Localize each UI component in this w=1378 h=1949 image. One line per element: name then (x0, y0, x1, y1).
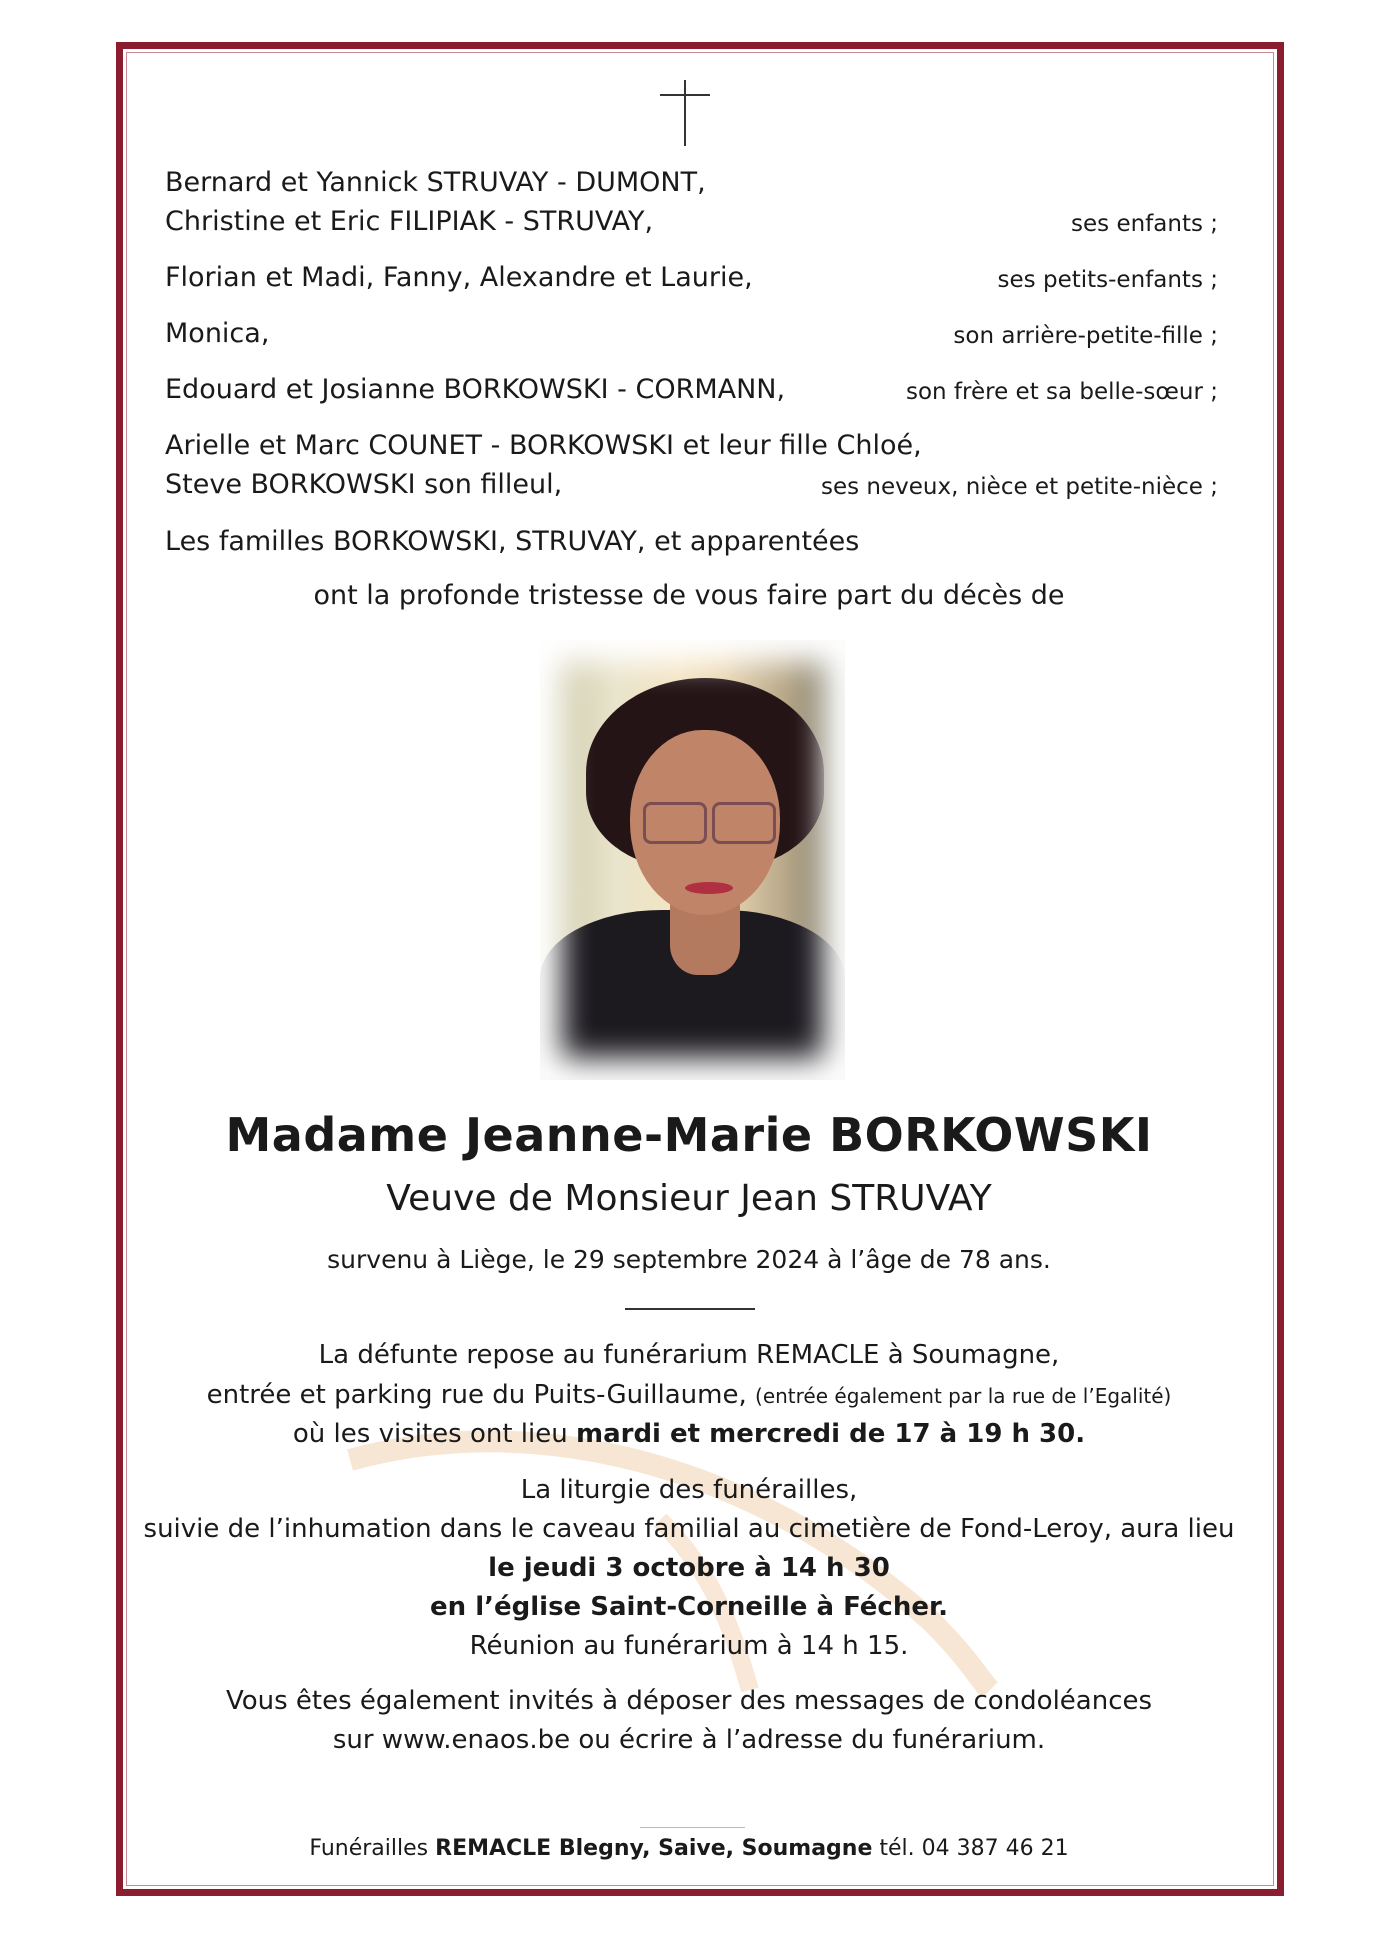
funeral-line-1: La liturgie des funérailles, (520, 1475, 858, 1505)
visitation-line-2-note: (entrée également par la rue de l’Egalité) (755, 1384, 1172, 1408)
funeral-meeting: Réunion au funérarium à 14 h 15. (469, 1631, 909, 1661)
footer (0, 1836, 1378, 1861)
relatives-line-5: Edouard et Josianne BORKOWSKI - CORMANN, (165, 374, 786, 405)
footer-phone: tél. 04 387 46 21 (872, 1836, 1069, 1861)
relatives-line-6: Arielle et Marc COUNET - BORKOWSKI et leur fille Chloé, (165, 430, 922, 461)
visitation-line-2-main: entrée et parking rue du Puits-Guillaume, (206, 1380, 747, 1410)
widow-of: Veuve de Monsieur Jean STRUVAY (386, 1178, 992, 1219)
footer-company: REMACLE Blegny, Saive, Soumagne (435, 1836, 873, 1861)
death-info: survenu à Liège, le 29 septembre 2024 à l’âge de 78 ans. (327, 1245, 1051, 1274)
visitation-line-3 (0, 1419, 1378, 1449)
cross-icon-bar (660, 94, 710, 96)
visitation-line-1: La défunte repose au funérarium REMACLE à Soumagne, (318, 1340, 1060, 1370)
relatives-line-3: Florian et Madi, Fanny, Alexandre et Laurie, (165, 262, 753, 293)
relatives-line-7: Steve BORKOWSKI son filleul, (165, 469, 563, 500)
role-great-granddaughter: son arrière-petite-fille ; (953, 323, 1218, 349)
footer-divider (640, 1827, 745, 1828)
relatives-line-4: Monica, (165, 318, 270, 349)
funeral-line-2: suivie de l’inhumation dans le caveau familial au cimetière de Fond-Leroy, aura lieu (143, 1514, 1235, 1544)
role-nephews-niece: ses neveux, nièce et petite-nièce ; (820, 474, 1218, 500)
relatives-line-1: Bernard et Yannick STRUVAY - DUMONT, (165, 167, 706, 198)
role-brother-sister-in-law: son frère et sa belle-sœur ; (905, 379, 1218, 405)
role-children: ses enfants ; (1071, 211, 1218, 237)
announcement-intro: ont la profonde tristesse de vous faire part du décès de (313, 580, 1065, 611)
relatives-line-8: Les familles BORKOWSKI, STRUVAY, et apparentées (165, 526, 860, 557)
role-grandchildren: ses petits-enfants ; (997, 267, 1218, 293)
relatives-line-2: Christine et Eric FILIPIAK - STRUVAY, (165, 206, 654, 237)
footer-prefix: Funérailles (309, 1836, 436, 1861)
visitation-line-3-prefix: où les visites ont lieu (292, 1419, 576, 1449)
condolences-line-2: sur www.enaos.be ou écrire à l’adresse du funérarium. (332, 1725, 1046, 1755)
cross-icon (684, 80, 686, 146)
funeral-place: en l’église Saint-Corneille à Fécher. (430, 1592, 948, 1622)
visitation-line-2 (0, 1380, 1378, 1410)
portrait-photo (540, 640, 845, 1080)
visitation-hours: mardi et mercredi de 17 à 19 h 30. (575, 1419, 1086, 1449)
funeral-date: le jeudi 3 octobre à 14 h 30 (488, 1553, 890, 1583)
deceased-name: Madame Jeanne-Marie BORKOWSKI (225, 1108, 1153, 1162)
condolences-line-1: Vous êtes également invités à déposer des messages de condoléances (225, 1686, 1153, 1716)
divider (625, 1308, 755, 1310)
